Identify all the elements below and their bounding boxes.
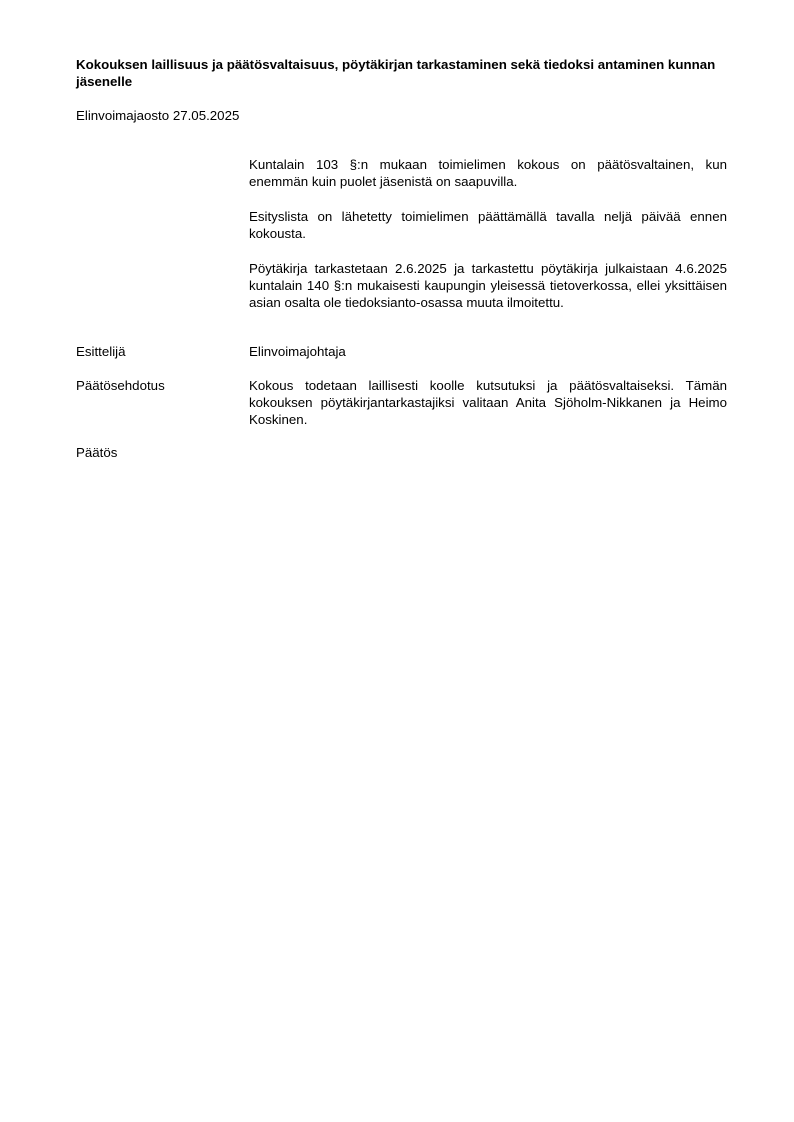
presenter-value: Elinvoimajohtaja [249,344,346,359]
meeting-info: Elinvoimajaosto 27.05.2025 [76,108,240,123]
document-title: Kokouksen laillisuus ja päätösvaltaisuus, pöytäkirjan tarkastaminen sekä tiedoksi antaminen kunnan jäsenelle [76,57,716,89]
proposal-value: Kokous todetaan laillisesti koolle kutsutuksi ja päätösvaltaiseksi. Tämän kokouksen pöytäkirjantarkastajiksi valitaan Anita Sjöholm-Nikkanen ja Heimo Koskinen. [249,378,727,427]
decision-label: Päätös [76,445,118,460]
paragraph-quorum: Kuntalain 103 §:n mukaan toimielimen kokous on päätösvaltainen, kun enemmän kuin puolet jäsenistä on saapuvilla. [249,157,727,189]
presenter-label: Esittelijä [76,344,126,359]
paragraph-agenda: Esityslista on lähetetty toimielimen päättämällä tavalla neljä päivää ennen kokousta. [249,209,727,241]
paragraph-minutes-review: Pöytäkirja tarkastetaan 2.6.2025 ja tarkastettu pöytäkirja julkaistaan 4.6.2025 kuntalain 140 §:n mukaisesti kaupungin yleisessä tietoverkossa, ellei yksittäisen asian osalta ole tiedoksianto-osassa muuta ilmoitettu. [249,261,727,310]
proposal-label: Päätösehdotus [76,378,165,393]
intro-section [249,156,727,329]
